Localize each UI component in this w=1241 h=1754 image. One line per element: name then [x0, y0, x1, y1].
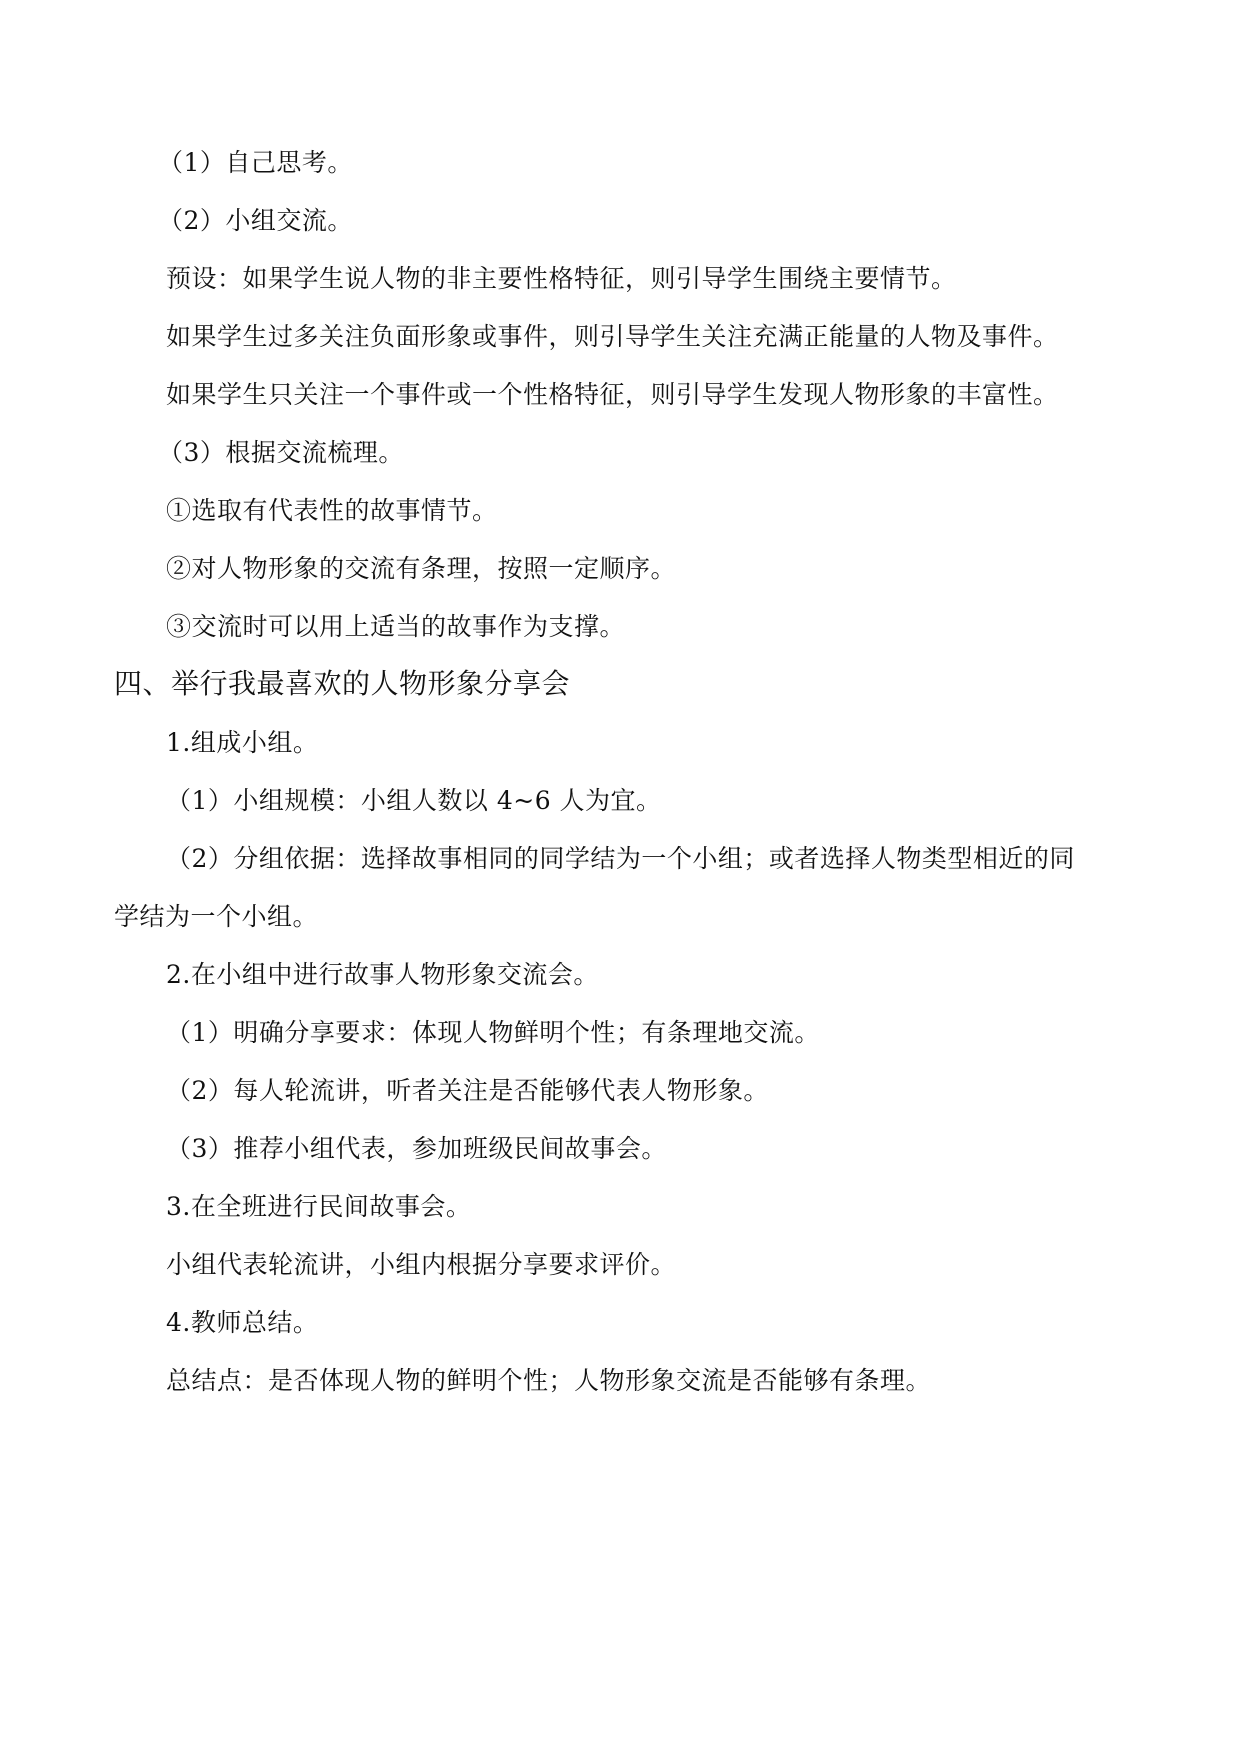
- text-line: 如果学生过多关注负面形象或事件，则引导学生关注充满正能量的人物及事件。: [166, 322, 1059, 351]
- text-line: （3）根据交流梳理。: [158, 438, 404, 467]
- text-line: ①选取有代表性的故事情节。: [166, 496, 498, 525]
- text-line: （3）推荐小组代表，参加班级民间故事会。: [166, 1134, 667, 1163]
- text-line: 3.在全班进行民间故事会。: [166, 1192, 472, 1221]
- text-line: 预设：如果学生说人物的非主要性格特征，则引导学生围绕主要情节。: [166, 264, 957, 293]
- text-line: 总结点：是否体现人物的鲜明个性；人物形象交流是否能够有条理。: [166, 1366, 932, 1395]
- text-line: （2）小组交流。: [158, 206, 353, 235]
- text-line: ③交流时可以用上适当的故事作为支撑。: [166, 612, 626, 641]
- text-line: 小组代表轮流讲，小组内根据分享要求评价。: [166, 1250, 677, 1279]
- text-line: 如果学生只关注一个事件或一个性格特征，则引导学生发现人物形象的丰富性。: [166, 380, 1059, 409]
- text-line: 学结为一个小组。: [114, 902, 319, 931]
- text-line: （1）小组规模：小组人数以 4~6 人为宜。: [166, 786, 662, 815]
- text-line: 4.教师总结。: [166, 1308, 319, 1337]
- text-line: 2.在小组中进行故事人物形象交流会。: [166, 960, 599, 989]
- text-line: （2）分组依据：选择故事相同的同学结为一个小组；或者选择人物类型相近的同: [166, 844, 1075, 873]
- section-heading: 四、举行我最喜欢的人物形象分享会: [114, 667, 571, 700]
- text-line: （2）每人轮流讲，听者关注是否能够代表人物形象。: [166, 1076, 769, 1105]
- text-line: （1）自己思考。: [158, 148, 353, 177]
- text-line: （1）明确分享要求：体现人物鲜明个性；有条理地交流。: [166, 1018, 820, 1047]
- text-line: ②对人物形象的交流有条理，按照一定顺序。: [166, 554, 677, 583]
- text-line: 1.组成小组。: [166, 728, 319, 757]
